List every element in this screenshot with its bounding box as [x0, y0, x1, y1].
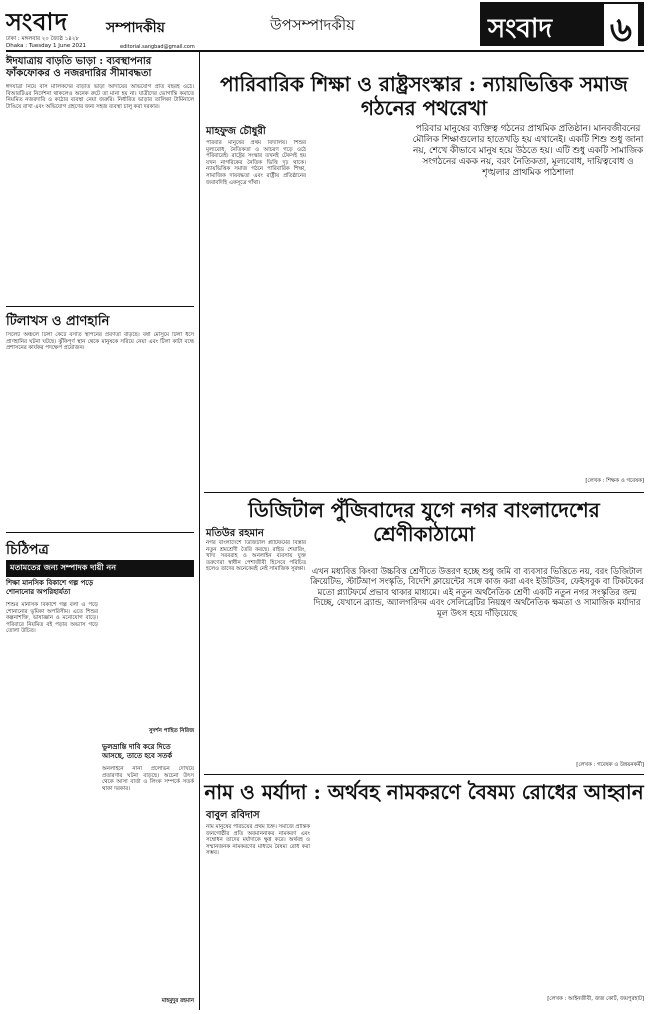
editorial-2-title: টিলাখস ও প্রাণহানি: [6, 314, 110, 329]
letters-disclaimer: মতামতের জন্য সম্পাদক দায়ী নন: [6, 560, 194, 577]
article-1-title: পারিবারিক শিক্ষা ও রাষ্ট্রসংস্কার : ন্যায়ভিত্তিক সমাজ গঠনের পথরেখা: [220, 72, 628, 120]
editorial-1-body: ঈদযাত্রা নিয়ে বাস মালিকদের বাড়তি ভাড়া আদায়ের অভিযোগ প্রতি বছরই ওঠে। বিআরটিএর নির্দেশনা থাকলেও অনেক রুটে তা মানা হয় না। যাত্রীদের ভোগান্তি কমাতে নিয়মিত নজরদারি ও কঠোর ব্যবস্থা নেয়া জরুরি। নির্ধারিত ভাড়ার তালিকা টার্মিনালে টাঙিয়ে রাখা এবং অভিযোগ গ্রহণের জন্য সহজ ব্যবস্থা চালু করা দরকার।: [6, 84, 194, 110]
letter-1-body: শিশুর মানসিক বিকাশে গল্প বলা ও পড়ে শোনানোর ভূমিকা অপরিসীম। এতে শিশুর কল্পনাশক্তি, ভাষাজ্ঞান ও মনোযোগ বাড়ে। পরিবারে নিয়মিত বই পড়ার অভ্যাস গড়ে তোলা উচিত।: [6, 602, 98, 635]
newspaper-logo-small: সংবাদ: [6, 7, 69, 36]
article-2-body-col5: [534, 526, 644, 686]
article-1-body-col3: [412, 230, 526, 474]
article-1-credit: [লেখক : শিক্ষক ও গবেষক]: [585, 478, 644, 484]
masthead-right: [480, 2, 644, 50]
op-ed-section-label: উপসম্পাদকীয়: [270, 16, 356, 34]
masthead-rule: [6, 50, 644, 52]
column-divider: [199, 52, 200, 1010]
letter-1-title: শিক্ষা মানসিক বিকাশে গল্প পড়ে শোনানোর অপরিহার্যতা: [6, 578, 94, 596]
letter-1-body-cont: [102, 578, 194, 726]
article-3-author: বাবুল রবিদাস: [206, 810, 260, 821]
editorial-section-label: সম্পাদকীয়: [106, 20, 165, 36]
dateline-en: Dhaka : Tuesday 1 June 2021: [6, 43, 86, 49]
article-3-body: নাম মানুষের পরিচয়ের প্রথম চিহ্ন। সমাজে প্রান্তিক জনগোষ্ঠীর প্রতি অবমাননাকর নামকরণ এবং সম্বোধন তাদের মর্যাদাকে ক্ষুণ্ণ করে। অর্থবহ ও সম্মানজনক নামকরণের মাধ্যমে বৈষম্য রোধ করা সম্ভব।: [206, 824, 310, 857]
editorial-email: editorial.sangbad@gmail.com: [120, 44, 195, 50]
letter-2-author: মাহমুদুর রহমান: [161, 998, 194, 1004]
article-1-author: মাহফুজ চৌধুরী: [206, 126, 266, 137]
editorial-divider: [6, 306, 194, 307]
article-1-body-col4: [530, 230, 644, 474]
article-divider-1: [204, 492, 644, 493]
article-2-body-col3: [310, 686, 420, 758]
letter-2-title: ভুলভ্রান্তি দাবি করে দিতে আসছে, তাতে হবে সতর্ক: [102, 742, 173, 760]
article-3-body-col2: [314, 808, 422, 1004]
letters-divider: [6, 532, 194, 533]
letters-section-title: চিঠিপত্র: [6, 542, 49, 558]
article-2-body: নগর বাংলাদেশে ডিজিটাল প্ল্যাটফর্মের বিস্তার নতুন শ্রমশ্রেণী তৈরি করছে। রাইড শেয়ারিং, খাদ্য সরবরাহ ও অনলাইন ব্যবসায় যুক্ত তরুণেরা স্বাধীন পেশাজীবী হিসেবে পরিচিত হলেও তাদের অনেকেরই নেই সামাজিক সুরক্ষা।: [206, 540, 306, 573]
article-2-credit: [লেখক : গবেষক ও উন্নয়নকর্মী]: [576, 762, 644, 768]
article-3-title: নাম ও মর্যাদা : অর্থবহ নামকরণে বৈষম্য রোধের আহ্বান: [204, 780, 644, 804]
article-2-body-col4: [424, 686, 530, 758]
newspaper-logo-large: সংবাদ: [488, 14, 553, 44]
article-1-pull-quote: পরিবার মানুষের ব্যক্তিত্ব গঠনের প্রাথমিক প্রতিষ্ঠান। মানবজীবনের মৌলিক শিক্ষাগুলোর হাতেখড়ি হয় এখানেই। একটি শিশু শুধু জানা নয়, শেখে কীভাবে মানুষ হয়ে উঠতে হয়। এটি শুধু একটি সামাজিক সংগঠনের একক নয়, বরং নৈতিকতা, মূল্যবোধ, দায়িত্ববোধ ও শৃঙ্খলার প্রাথমিক পাঠশালা: [412, 124, 644, 178]
article-divider-2: [204, 774, 644, 775]
letter-1-author: সুদর্শন পাহিত নিরিজ: [148, 728, 194, 734]
article-1-body-col2: [310, 124, 410, 486]
editorial-2-body: সিলেট অঞ্চলে টিলা কেটে বসতি স্থাপনের প্রবণতা বাড়ছে। বর্ষা মৌসুমে টিলা ধসে প্রাণহানির ঘটনা ঘটছে। ঝুঁকিপূর্ণ স্থান থেকে মানুষকে সরিয়ে নেয়া এবং টিলা কাটা বন্ধে প্রশাসনের কার্যকর পদক্ষেপ প্রয়োজন।: [6, 332, 194, 352]
dateline-bn: ঢাকা : মঙ্গলবার ২০ জ্যৈষ্ঠ ১৪২৮: [6, 36, 79, 42]
article-1-body: পরিবার মানুষের প্রথম বিদ্যালয়। শিশুর মূল্যবোধ, নৈতিকতা ও আচরণ গড়ে ওঠে পরিবারেই। রাষ্ট্রের সংস্কার তখনই টেকসই হয় যখন নাগরিকের নৈতিক ভিত্তি দৃঢ় থাকে। ন্যায়ভিত্তিক সমাজ গঠনে পারিবারিক শিক্ষা, সামাজিক দায়বদ্ধতা এবং রাষ্ট্রীয় প্রতিষ্ঠানের জবাবদিহি একসূত্রে গাঁথা।: [206, 140, 306, 186]
article-2-pull-quote: এখন মধ্যবিত্ত কিংবা উচ্চবিত্ত শ্রেণীতে উত্তরণ হচ্ছে শুধু জমি বা ব্যবসার ভিত্তিতে নয়, বরং ডিজিটাল ক্রিয়েটিভ, স্টার্টআপ সংস্কৃতি, বিদেশি ক্লায়েন্টের সঙ্গে কাজ করা এবং ইউটিউব, ফেইসবুক বা টিকটকের মতো প্ল্যাটফর্মে প্রভাব থাকার মাধ্যমে। এই নতুন অর্থনৈতিক শ্রেণী একটি নতুন নগর সংস্কৃতির জন্ম দিচ্ছে, যেখানে ব্র্যান্ড, অ্যালগরিদম এবং সেলিব্রেটির নিয়ন্ত্রণ অর্থনৈতিক ক্ষমতা ও সামাজিক মর্যাদার মূল উৎস হয়ে দাঁড়িয়েছে: [310, 566, 644, 618]
article-3-body-col3: [426, 808, 532, 1004]
article-3-credit: [লেখক : আইনজীবী, জজ কোর্ট, জয়পুরহাট]: [547, 996, 644, 1002]
article-2-author: মতিউর রহমান: [206, 528, 264, 539]
article-3-body-col4: [536, 808, 644, 992]
letter-2-body: অনলাইনে নানা প্রলোভন দেখিয়ে প্রতারণার ঘটনা বাড়ছে। অচেনা উৎস থেকে আসা বার্তা ও লিংক সম্পর্কে সতর্ক থাকা দরকার।: [102, 766, 194, 792]
article-2-title: ডিজিটাল পুঁজিবাদের যুগে নগর বাংলাদেশের শ্রেণীকাঠামো: [248, 498, 600, 546]
editorial-1-title: ঈদযাত্রায় বাড়তি ভাড়া : ব্যবস্থাপনার ফাঁকফোকর ও নজরদারির সীমাবদ্ধতা: [6, 56, 152, 79]
page-number: ৬: [604, 4, 638, 61]
article-2-body-col2: [310, 526, 410, 562]
